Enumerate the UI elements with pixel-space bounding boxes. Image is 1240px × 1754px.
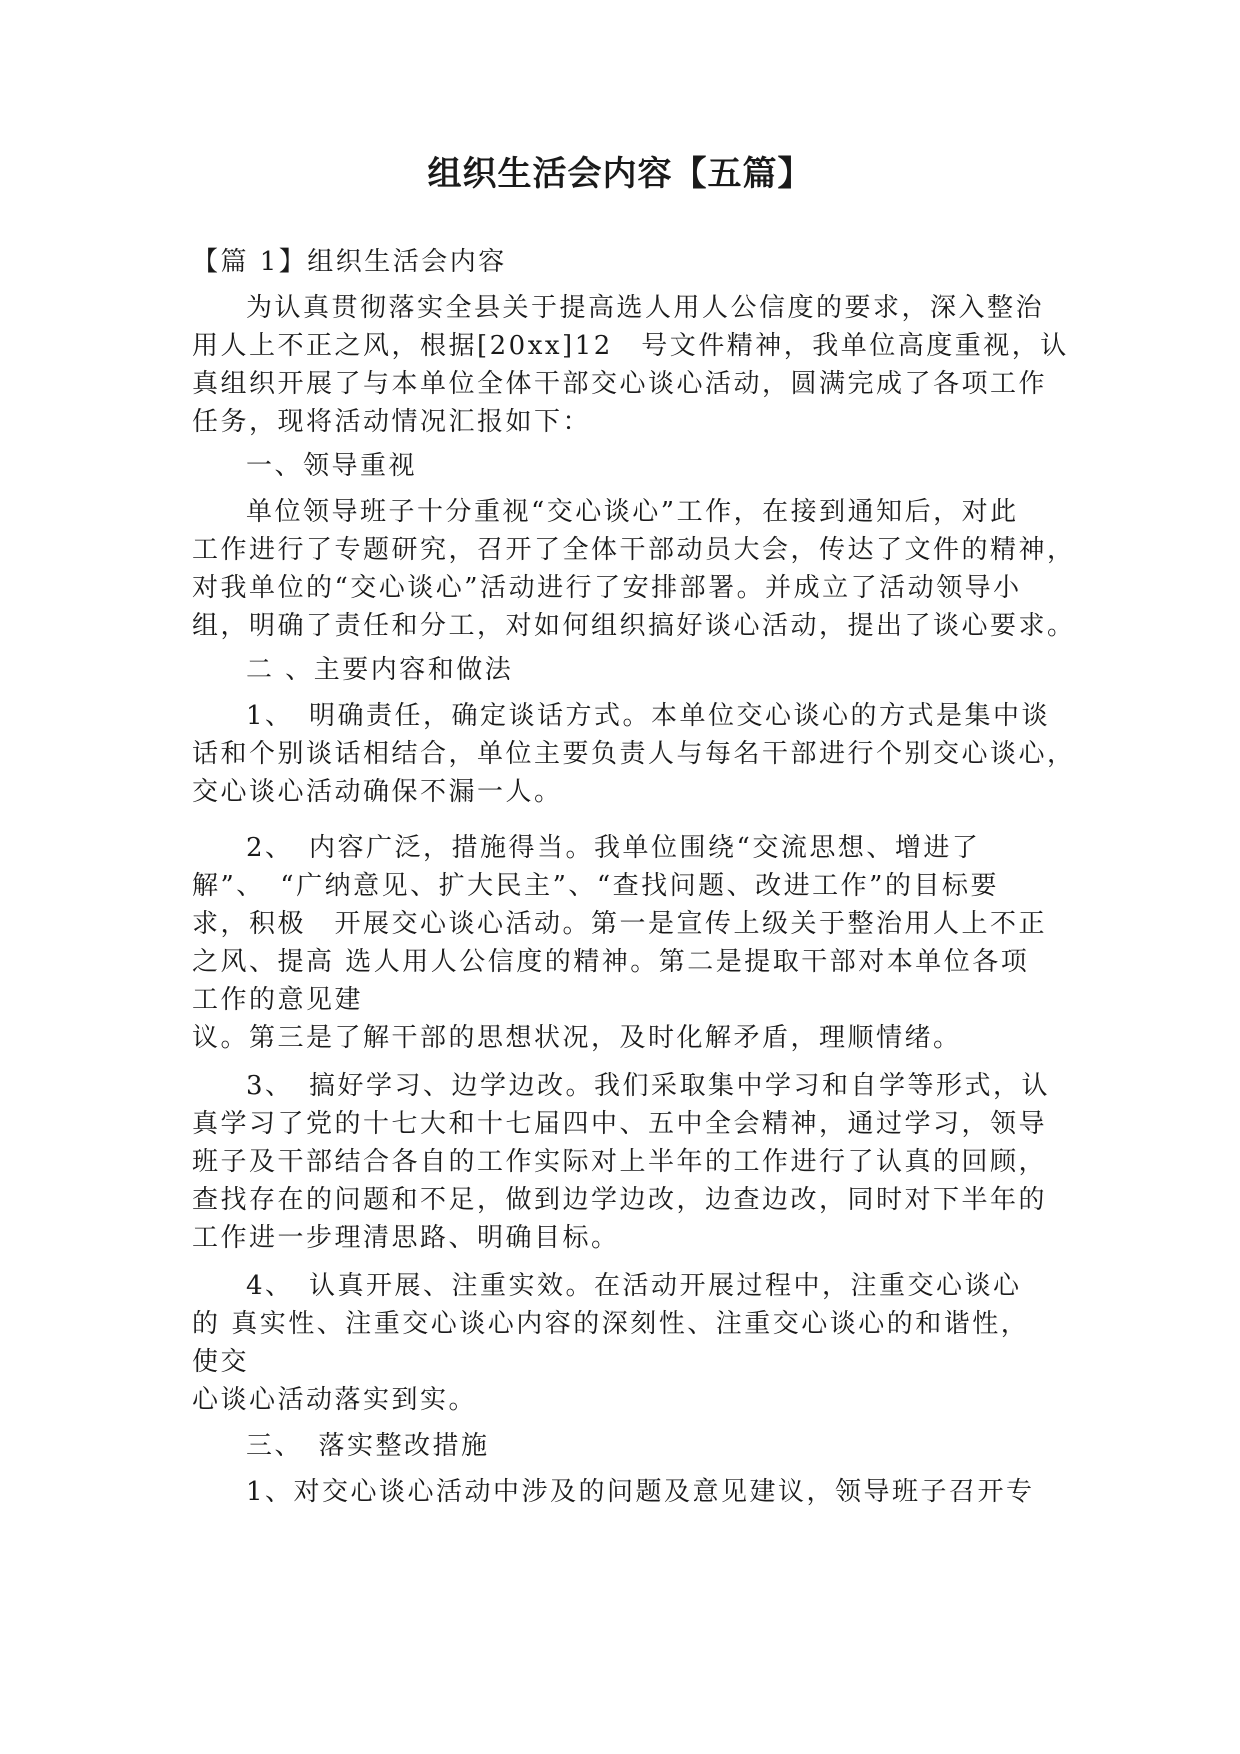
text-line: 三、 落实整改措施	[246, 1431, 490, 1461]
text-line: 真组织开展了与本单位全体干部交心谈心活动，圆满完成了各项工作	[192, 369, 1048, 399]
text-line: 单位领导班子十分重视“交心谈心”工作，在接到通知后，对此	[246, 497, 1019, 527]
text-line: 用人上不正之风，根据[20xx]12 号文件精神，我单位高度重视，认	[192, 331, 1069, 361]
text-line: 3、 搞好学习、边学边改。我们采取集中学习和自学等形式，认	[246, 1071, 1051, 1101]
text-line: 4、 认真开展、注重实效。在活动开展过程中，注重交心谈心	[246, 1271, 1022, 1301]
text-line: 任务，现将活动情况汇报如下：	[192, 407, 592, 437]
text-line: 1、 明确责任，确定谈话方式。本单位交心谈心的方式是集中谈	[246, 701, 1051, 731]
text-line: 心谈心活动落实到实。	[192, 1385, 478, 1415]
text-line: 二 、主要内容和做法	[246, 655, 514, 685]
text-line: 议。第三是了解干部的思想状况，及时化解矛盾，理顺情绪。	[192, 1023, 962, 1053]
text-line: 使交	[192, 1347, 250, 1377]
text-line: 的 真实性、注重交心谈心内容的深刻性、注重交心谈心的和谐性，	[192, 1309, 1030, 1339]
text-line: 真学习了党的十七大和十七届四中、五中全会精神，通过学习，领导	[192, 1109, 1048, 1139]
text-line: 班子及干部结合各自的工作实际对上半年的工作进行了认真的回顾，	[192, 1147, 1048, 1177]
text-line: 交心谈心活动确保不漏一人。	[192, 777, 563, 807]
text-line: 对我单位的“交心谈心”活动进行了安排部署。并成立了活动领导小	[192, 573, 1022, 603]
document-title: 组织生活会内容【五篇】	[427, 154, 813, 194]
text-line: 查找存在的问题和不足，做到边学边改，边查边改，同时对下半年的	[192, 1185, 1048, 1215]
text-line: 为认真贯彻落实全县关于提高选人用人公信度的要求，深入整治	[246, 293, 1045, 323]
text-line: 2、 内容广泛，措施得当。我单位围绕“交流思想、增进了	[246, 833, 981, 863]
text-line: 工作进一步理清思路、明确目标。	[192, 1223, 620, 1253]
text-line: 话和个别谈话相结合，单位主要负责人与每名干部进行个别交心谈心，	[192, 739, 1076, 769]
text-line: 一、领导重视	[246, 451, 418, 481]
text-line: 1、对交心谈心活动中涉及的问题及意见建议，领导班子召开专	[246, 1477, 1035, 1507]
text-line: 解”、 “广纳意见、扩大民主”、“查找问题、改进工作”的目标要	[192, 871, 999, 901]
text-line: 组，明确了责任和分工，对如何组织搞好谈心活动，提出了谈心要求。	[192, 611, 1076, 641]
text-line: 求，积极 开展交心谈心活动。第一是宣传上级关于整治用人上不正	[192, 909, 1048, 939]
text-line: 之风、提高 选人用人公信度的精神。第二是提取干部对本单位各项	[192, 947, 1030, 977]
text-line: 【篇 1】组织生活会内容	[192, 247, 507, 277]
text-line: 工作的意见建	[192, 985, 364, 1015]
text-line: 工作进行了专题研究，召开了全体干部动员大会，传达了文件的精神，	[192, 535, 1076, 565]
